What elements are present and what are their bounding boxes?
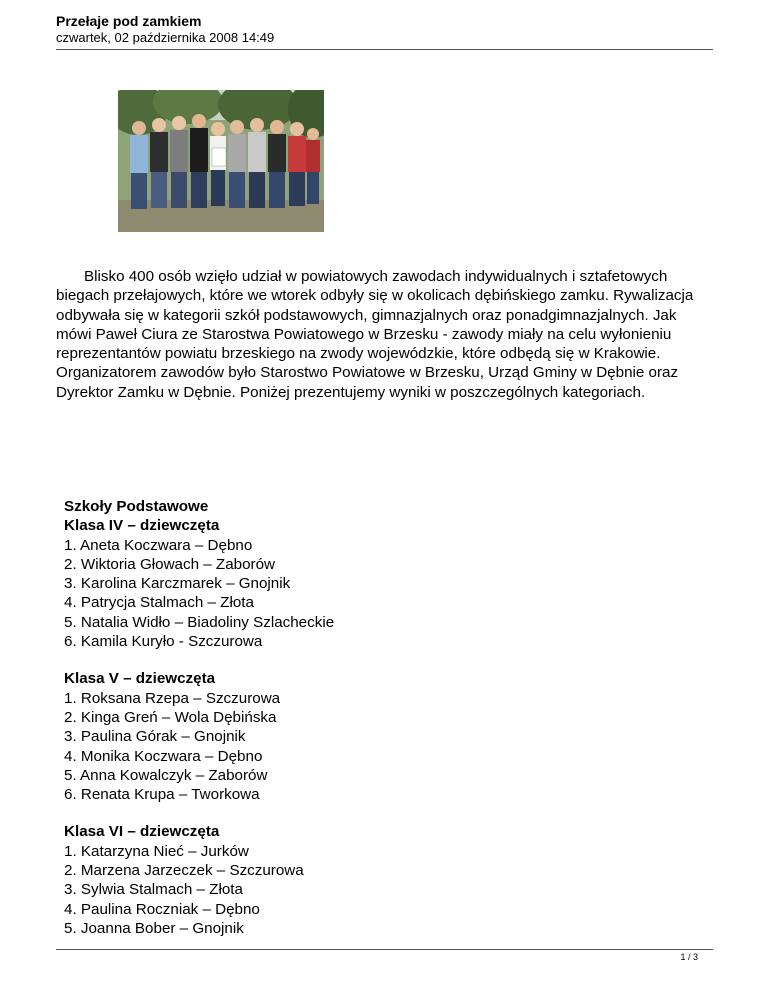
results-section-iv [64, 497, 664, 651]
school-category-heading: Szkoły Podstawowe [64, 498, 209, 515]
result-item: 1. Katarzyna Nieć – Jurków [64, 842, 249, 860]
result-item: 6. Renata Krupa – Tworkowa [64, 786, 260, 804]
result-item: 3. Paulina Górak – Gnojnik [64, 728, 246, 746]
footer-divider [56, 949, 713, 950]
result-item: 5. Natalia Widło – Biadoliny Szlacheckie [64, 613, 335, 631]
result-item: 4. Patrycja Stalmach – Złota [64, 594, 254, 612]
result-item: 2. Wiktoria Głowach – Zaborów [64, 555, 276, 573]
article-date: czwartek, 02 października 2008 14:49 [56, 30, 275, 45]
intro-text: Blisko 400 osób wzięło udział w powiatowych zawodach indywidualnych i sztafetowych biegach przełajowych, które we wtorek odbyły się w okolicach dębińskiego zamku. Rywalizacja odbywała się w kategorii szkół podstawowych, gimnazjalnych oraz ponadgimnazjalnych. Jak mówi Paweł Ciura ze Starostwa Powiatowego w Brzesku - zawody miały na celu wyłonieniu reprezentantów powiatu brzeskiego na zwody wojewódzkie, które odbędą się w Krakowie. Organizatorem zawodów było Starostwo Powiatowe w Brzesku, Urząd Gminy w Dębnie oraz Dyrektor Zamku w Dębnie. Poniżej prezentujemy wyniki w poszczególnych kategoriach. [56, 268, 694, 401]
group-photo [118, 90, 324, 232]
result-item: 6. Kamila Kuryło - Szczurowa [64, 633, 263, 651]
article-title: Przełaje pod zamkiem [56, 13, 202, 29]
result-list [64, 689, 664, 805]
result-item: 1. Roksana Rzepa – Szczurowa [64, 689, 281, 707]
intro-paragraph [56, 267, 716, 402]
result-item: 3. Sylwia Stalmach – Złota [64, 881, 243, 899]
result-item: 2. Kinga Greń – Wola Dębińska [64, 708, 277, 726]
class-heading: Klasa V – dziewczęta [64, 670, 216, 688]
results-section-vi [64, 822, 664, 938]
result-item: 2. Marzena Jarzeczek – Szczurowa [64, 862, 304, 880]
result-item: 5. Anna Kowalczyk – Zaborów [64, 766, 268, 784]
result-item: 1. Aneta Koczwara – Dębno [64, 536, 253, 554]
class-heading: Klasa IV – dziewczęta [64, 517, 220, 535]
class-heading: Klasa VI – dziewczęta [64, 823, 220, 841]
result-item: 5. Joanna Bober – Gnojnik [64, 919, 244, 937]
header-divider [56, 49, 713, 50]
results-section-v [64, 669, 664, 804]
document-header [56, 12, 713, 46]
result-item: 3. Karolina Karczmarek – Gnojnik [64, 575, 291, 593]
page-number: 1 / 3 [680, 952, 698, 962]
result-list [64, 842, 664, 938]
result-item: 4. Paulina Roczniak – Dębno [64, 900, 260, 918]
result-item: 4. Monika Koczwara – Dębno [64, 747, 263, 765]
result-list [64, 536, 664, 652]
results-list [64, 497, 664, 956]
